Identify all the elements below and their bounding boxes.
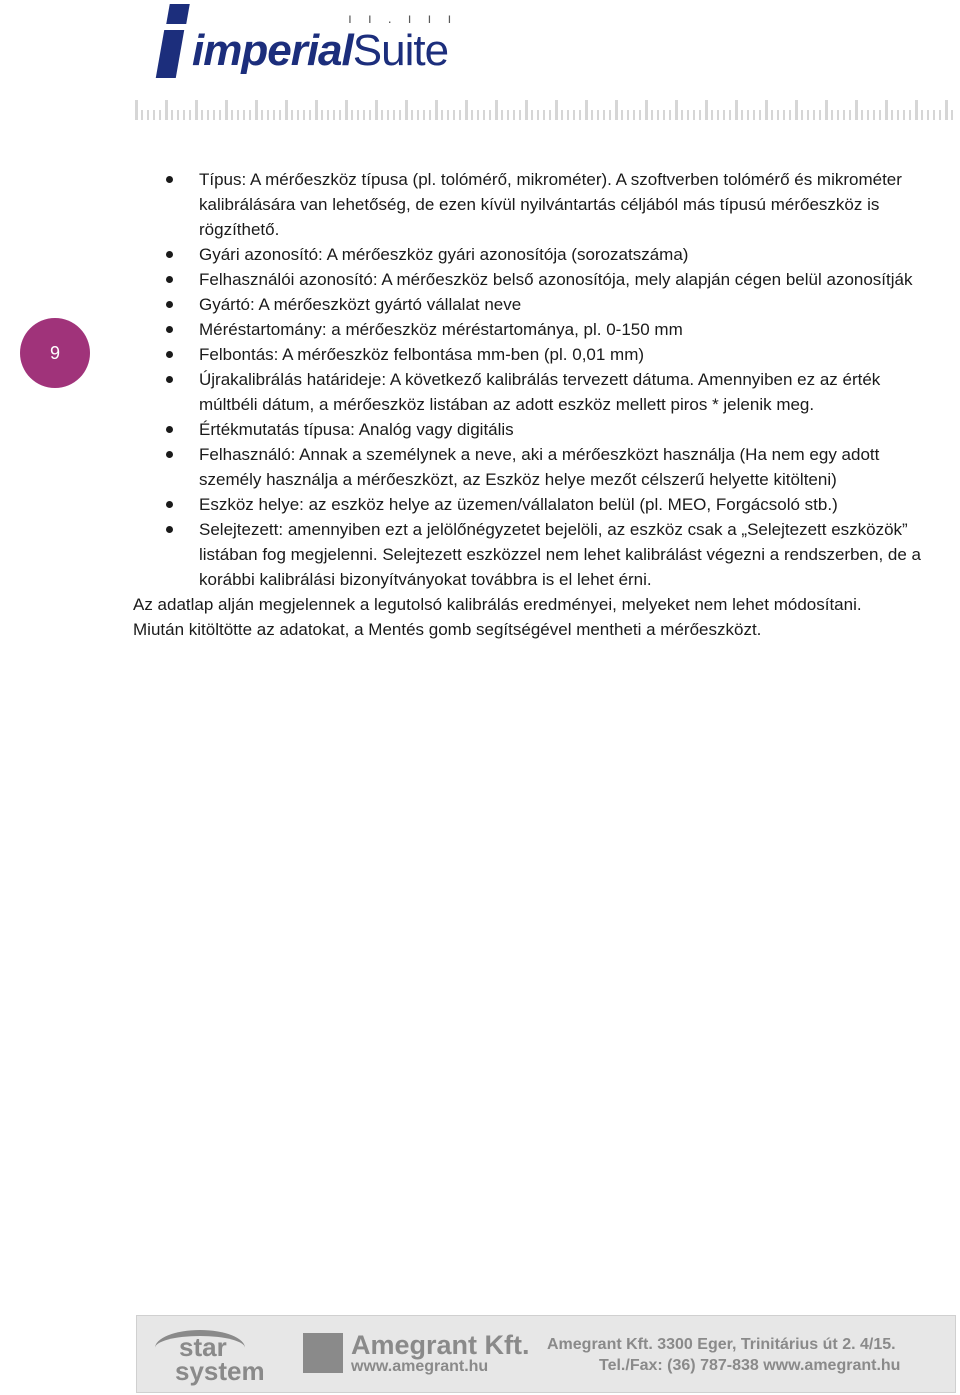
ruler-tick [531,110,533,120]
ruler-tick [615,100,618,120]
logo-decoration: ıı.ııı [348,10,468,26]
ruler-tick [909,110,911,120]
list-item: Gyári azonosító: A mérőeszköz gyári azonosítója (sorozatszáma) [133,242,933,267]
ruler-tick [219,110,221,120]
company-phone: Tel./Fax: (36) 787-838 www.amegrant.hu [599,1357,901,1374]
ruler-tick [597,110,599,120]
ruler-tick [735,100,738,120]
ruler-tick [639,110,641,120]
ruler-tick [855,100,858,120]
ruler-tick [141,110,143,120]
ruler-tick [567,110,569,120]
ruler-tick [255,100,258,120]
paragraph: Miután kitöltötte az adatokat, a Mentés gomb segítségével mentheti a mérőeszközt. [133,620,762,639]
ruler-tick [723,110,725,120]
list-item: Felhasználó: Annak a személynek a neve, aki a mérőeszközt használja (Ha nem egy adott személy használja a mérőeszközt, az Eszköz helye mezőt célszerű helyette kitölteni) [133,442,933,492]
ruler-tick [453,110,455,120]
bullet-icon [166,376,173,383]
ruler-tick [231,110,233,120]
ruler-tick [747,110,749,120]
ruler-tick [663,110,665,120]
ruler-tick [933,110,935,120]
ruler-tick [867,110,869,120]
ruler-tick [921,110,923,120]
ruler-tick [279,110,281,120]
ruler-tick [633,110,635,120]
starsystem-logo: star system [155,1326,275,1386]
list-item: Értékmutatás típusa: Analóg vagy digitális [133,417,933,442]
list-item: Felhasználói azonosító: A mérőeszköz belső azonosítója, mely alapján cégen belül azonosítják [133,267,933,292]
ruler-tick [879,110,881,120]
ruler-tick [183,110,185,120]
page-number-badge [20,318,90,388]
ruler-tick [321,110,323,120]
ruler-tick [345,100,348,120]
ruler-tick [417,110,419,120]
list-item: Gyártó: A mérőeszközt gyártó vállalat neve [133,292,933,317]
bullet-icon [166,326,173,333]
ruler-tick [777,110,779,120]
ruler-tick [483,110,485,120]
ruler-tick [525,100,528,120]
ruler-tick [831,110,833,120]
list-item: Újrakalibrálás határideje: A következő kalibrálás tervezett dátuma. Amennyiben ez az érték múltbéli dátum, a mérőeszköz listában az adott eszköz mellett piros * jelenik meg. [133,367,933,417]
ruler-tick [549,110,551,120]
ruler-tick [687,110,689,120]
ruler-tick [165,100,168,120]
ruler-tick [669,110,671,120]
ruler-tick [381,110,383,120]
ruler-tick [543,110,545,120]
ruler-tick [447,110,449,120]
ruler-tick [135,100,138,120]
ruler-tick [435,100,438,120]
ruler-tick [837,110,839,120]
ruler-tick [675,100,678,120]
ruler-tick [741,110,743,120]
ruler-tick [393,110,395,120]
ruler-tick [213,110,215,120]
ruler-tick [789,110,791,120]
ruler-tick [501,110,503,120]
ruler-tick [471,110,473,120]
ruler-tick [759,110,761,120]
ruler-tick [363,110,365,120]
ruler-tick [621,110,623,120]
ruler-tick [195,100,198,120]
ruler-tick [699,110,701,120]
ruler-tick [159,110,161,120]
ruler-tick [603,110,605,120]
imperialsuite-logo [150,0,468,90]
ruler-tick [783,110,785,120]
ruler-tick [897,110,899,120]
ruler-tick [315,100,318,120]
ruler-tick [267,110,269,120]
ruler-tick [441,110,443,120]
ruler-tick [807,110,809,120]
ruler-tick [429,110,431,120]
ruler-tick [609,110,611,120]
list-item: Selejtezett: amennyiben ezt a jelölőnégyzetet bejelöli, az eszköz csak a „Selejtezett eszközök” listában fog megjelenni. Selejtezett eszközzel nem lehet kalibrálást végezni a rendszerben, de a korábbi kalibrálási bizonyítványokat továbbra is el lehet érni. [133,517,933,592]
ruler-tick [645,100,648,120]
ruler-tick [765,100,768,120]
ruler-tick [411,110,413,120]
ruler-tick [303,110,305,120]
ruler-tick [261,110,263,120]
list-item: Felbontás: A mérőeszköz felbontása mm-ben (pl. 0,01 mm) [133,342,933,367]
footer-banner [136,1315,956,1393]
ruler-tick [903,110,905,120]
bullet-icon [166,176,173,183]
ruler-tick [585,100,588,120]
ruler-tick [249,110,251,120]
ruler-tick [627,110,629,120]
ruler-tick [915,100,918,120]
ruler-tick [951,110,953,120]
ruler-tick [207,110,209,120]
ruler-tick [495,100,498,120]
header-ruler [133,98,955,122]
ruler-tick [579,110,581,120]
ruler-tick [489,110,491,120]
ruler-tick [297,110,299,120]
ruler-tick [477,110,479,120]
ruler-tick [891,110,893,120]
ruler-tick [711,110,713,120]
ruler-tick [189,110,191,120]
paragraph: Az adatlap alján megjelennek a legutolsó kalibrálás eredményei, melyeket nem lehet módosítani. [133,595,862,614]
ruler-tick [153,110,155,120]
ruler-tick [399,110,401,120]
list-item: Eszköz helye: az eszköz helye az üzemen/vállalaton belül (pl. MEO, Forgácsoló stb.) [133,492,933,517]
ruler-tick [843,110,845,120]
ruler-tick [273,110,275,120]
ruler-tick [537,110,539,120]
ruler-tick [717,110,719,120]
bullet-icon [166,426,173,433]
field-description-list [133,167,933,592]
ruler-tick [519,110,521,120]
ruler-tick [387,110,389,120]
bullet-icon [166,451,173,458]
bullet-icon [166,276,173,283]
document-body [133,167,933,642]
bullet-icon [166,251,173,258]
ruler-tick [465,100,468,120]
bullet-icon [166,526,173,533]
bullet-icon [166,301,173,308]
ruler-tick [657,110,659,120]
ruler-tick [771,110,773,120]
ruler-tick [861,110,863,120]
ruler-tick [375,100,378,120]
company-url: www.amegrant.hu [351,1358,489,1375]
ruler-tick [225,100,228,120]
ruler-tick [177,110,179,120]
ruler-tick [201,110,203,120]
ruler-tick [681,110,683,120]
ruler-tick [351,110,353,120]
ruler-tick [927,110,929,120]
ruler-tick [729,110,731,120]
ruler-tick [309,110,311,120]
ruler-tick [573,110,575,120]
ruler-tick [291,110,293,120]
ruler-tick [243,110,245,120]
list-item: Típus: A mérőeszköz típusa (pl. tolómérő, mikrométer). A szoftverben tolómérő és mikrométer kalibrálására van lehetőség, de ezen kívül nyilvántartás céljából más típusú mérőeszköz is rögzíthető. [133,167,933,242]
ruler-tick [405,100,408,120]
ruler-tick [147,110,149,120]
list-item: Méréstartomány: a mérőeszköz méréstartománya, pl. 0-150 mm [133,317,933,342]
ruler-tick [705,100,708,120]
ruler-tick [885,100,888,120]
amegrant-logo-icon [303,1333,343,1373]
ruler-tick [651,110,653,120]
ruler-tick [591,110,593,120]
ruler-tick [939,110,941,120]
ruler-tick [825,100,828,120]
ruler-tick [237,110,239,120]
ruler-tick [459,110,461,120]
ruler-tick [357,110,359,120]
logo-wordmark: imperialSuite [192,26,449,75]
logo-i-mark [158,4,188,78]
ruler-tick [507,110,509,120]
ruler-tick [171,110,173,120]
ruler-tick [795,100,798,120]
ruler-tick [873,110,875,120]
ruler-tick [333,110,335,120]
bullet-icon [166,351,173,358]
ruler-tick [327,110,329,120]
bullet-icon [166,501,173,508]
ruler-tick [801,110,803,120]
company-name: Amegrant Kft. [351,1330,530,1360]
ruler-tick [369,110,371,120]
ruler-tick [513,110,515,120]
ruler-tick [423,110,425,120]
ruler-tick [285,100,288,120]
ruler-tick [339,110,341,120]
ruler-tick [813,110,815,120]
page-number: 9 [49,342,60,363]
ruler-tick [849,110,851,120]
ruler-tick [819,110,821,120]
ruler-tick [753,110,755,120]
company-address: Amegrant Kft. 3300 Eger, Trinitárius út 2. 4/15. [547,1336,896,1353]
ruler-tick [945,100,948,120]
ruler-tick [561,110,563,120]
ruler-tick [555,100,558,120]
ruler-tick [693,110,695,120]
